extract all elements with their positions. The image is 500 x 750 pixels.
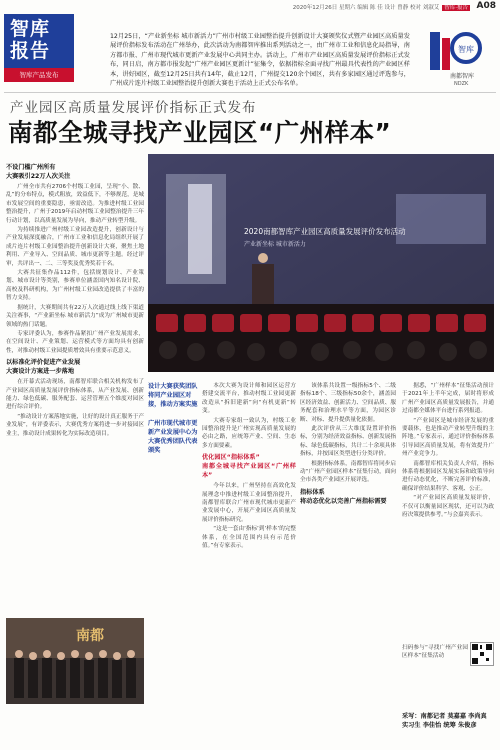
section-brand-block [4, 14, 74, 82]
screen-title: 2020南都智库产业园区高质量发展评价发布活动 [244, 227, 406, 236]
logo-text-1: 智库 [458, 45, 474, 54]
divider [4, 92, 496, 93]
paragraph: “这是一套由‘指标’到‘样本’的完整体系，在全国范围内具有示范价值。”有专家表示。 [202, 526, 296, 550]
article-column-4 [402, 382, 494, 640]
article-column-3 [300, 382, 396, 722]
paragraph: 据悉，“广州样本”征集活动预计于2021年上半年完成，届时将形成广州产业园区高质量发展报告，并通过南都全媒体平台进行系列报道。 [402, 383, 494, 415]
paragraph: 根据指标体系，南都智库将同步启动“广州产业园区样本”征集行动，面向全市各类产业园区开展评选。 [300, 460, 396, 484]
paragraph: 据统计，大赛期间共有22万人次通过线上线下渠道关注赛事，“产业新坐标 城市新活力”成为广州城市更新领域的热门话题。 [6, 304, 144, 328]
paragraph: “对产业园区高质量发展评价，不仅可以衡量园区现状，还可以为政府决策提供参考。”与会嘉宾表示。 [402, 495, 494, 519]
section-heading: 不设门槛广州所有 大赛吸引22万人次关注 [6, 164, 71, 180]
stage-banner: 南都 [76, 628, 104, 644]
caption-1: 设计大赛获奖团队将同产业园区对接，推动方案实施 [148, 383, 198, 408]
screen-subtitle: 产业新坐标 城市新活力 [244, 241, 306, 248]
paragraph: 此次评价从三大维度设置评价指标，分别为经济效益指标、创新发展指标、绿色低碳指标，共计二十余项具体指标，并按园区类型进行分类评价。 [300, 426, 396, 458]
section-heading: 指标体系 将动态优化以完善广州指标需要 [300, 488, 387, 505]
caption-2: 广州市现代城市更新产业发展中心为大赛优秀团队代表颁奖 [148, 420, 198, 454]
logo-text-2: 南都智库 [450, 73, 475, 80]
paragraph: 为持续推进广州村级工业园改造提升，创新设计与产业发展深度融合，广州市工业和信息化局组织开展了成片连片村级工业园整治提升创新设计大赛，聚焦土地利用、产业导入、空间品质、城市更新等主题。经过评审，共评出一、二、三等奖及优秀奖若干名。 [6, 227, 144, 267]
logo-text-3: NDZK [454, 81, 469, 86]
paragraph: 该体系共设置一级指标5个、二级指标18个、三级指标50余个，涵盖园区经济效益、创新活力、空间品质、服务配套和治理水平等方面，为园区诊断、对标、提升提供量化依据。 [300, 383, 396, 423]
paragraph: “推动设计方案落地实施，让好的设计真正服务于产业发展”，有评委表示，大赛优秀方案将进一步对接园区业主，推动设计成果转化为实际改造项目。 [6, 413, 144, 437]
nandu-zhiku-logo [428, 28, 488, 86]
paragraph: 专家评委认为，参赛作品紧扣广州产业发展需求，在空间设计、产业策划、运营模式等方面均具有创新性，对推动村级工业园提质增效具有重要示范意义。 [6, 330, 144, 354]
intro-paragraph: 12月25日，“产业新坐标 城市新活力”广州市村级工业园整治提升创新设计大赛颁奖仪式暨产业园区高质量发展评价指标发布活动在广州举办，此次活动为南都智库推出系列活动之一，由广州市工业和信息化局指导，南方都市报、广州市现代城市更新产业发展中心共同主办。活动上，广州市产业园区高质量发展评价指标正式发布，同日启，南方都市报发起“广州产业园区更新计”征集令，依据指标全面寻找广州最具代表性的产业园区样本，讲好园区，截至12月25日共有14年，截止12月，广州提交120余个园区，共有多家园区通过评选参与，广州成片连片村级工业园整治提升创新大赛也于活动上正式公布名单。 [110, 33, 410, 88]
page-number: A08 [476, 1, 496, 11]
paragraph: 大赛专家组一致认为，村级工业园整治提升是广州实现高质量发展的必由之路，应统筹产业、空间、生态多方面要素。 [202, 417, 296, 449]
qr-caption: 扫码参与“寻找广州产业园区样本”征集活动 [402, 645, 468, 660]
paragraph: 在开幕式活动现场，南都智库联合相关机构发布了产业园区高质量发展评价指标体系，从产业发展、创新能力、绿色低碳、服务配套、运营管理五个维度对园区进行综合评价。 [6, 379, 144, 411]
paragraph: 大赛共征集作品112件，包括规划设计、产业策划、城市设计等类别，参赛单位涵盖国内知名设计院、高校及科研机构，为广州村级工业园改造提供了丰富的智力支持。 [6, 270, 144, 302]
brand-title: 智库 报告 [10, 18, 51, 62]
section-heading: 以标准化评价促进产业发展 大赛设计方案进一步落地 [6, 359, 81, 376]
event-stage-photo [148, 154, 494, 372]
paragraph: “产业园区是城市经济发展的重要载体，也是推动产业转型升级的主阵地。”专家表示，通过评价指标体系引导园区高质量发展，将有效提升广州产业竞争力。 [402, 417, 494, 458]
issue-line: 2020年12月26日 星期六 编辑 陈 佳 设计 曾静 校对 刘淑艾 智库·报告 [292, 5, 468, 11]
section-heading: 优化园区“指标体系” 南都全城寻找产业园区“广州样本” [202, 454, 296, 480]
award-ceremony-photo [6, 618, 144, 704]
section-tag: 智库·报告 [444, 5, 468, 11]
qr-code-icon[interactable] [470, 642, 494, 666]
paragraph: 南都智库相关负责人介绍，指标体系将根据园区发展实际和政策导向进行动态优化，不断完善评价标准，确保评价结果科学、客观、公正。 [402, 460, 494, 492]
article-column-1 [6, 160, 144, 612]
page-header [0, 0, 500, 14]
subheadline: 产业园区高质量发展评价指标正式发布 [10, 100, 257, 116]
photo-captions [148, 382, 198, 465]
brand-subtitle: 智库产品发布 [4, 68, 74, 82]
headline: 南都全城寻找产业园区“广州样本” [8, 118, 392, 147]
paragraph: 本次大赛为设计师和园区运营方搭建交流平台，推动村级工业园更新改造从“拆旧建新”向“有机更新”转变。 [202, 383, 296, 415]
article-column-2 [202, 382, 296, 722]
paragraph: 广州全市共有2706个村级工业园，呈现“小、散、乱”的分布特点，模式粗放，效益低下，不够规范，是城市发展空间的重要隐患，亟需改造。为推进村级工业园整治提升，广州于2019年启动村级工业园整治提升三年行动计划，以高质量发展为导向，推动产业转型升级。 [6, 184, 144, 224]
byline-credits: 采写：南都记者 莫嘉嘉 李尚真 实习生 李佳怡 统筹 朱俊彦 [402, 713, 487, 729]
paragraph: 今年以来，广州坚持在高效化发展理念中推进村级工业园整治提升，南都智库联合广州市现代城市更新产业发展中心，开展产业园区高质量发展评价指标研究。 [202, 483, 296, 523]
